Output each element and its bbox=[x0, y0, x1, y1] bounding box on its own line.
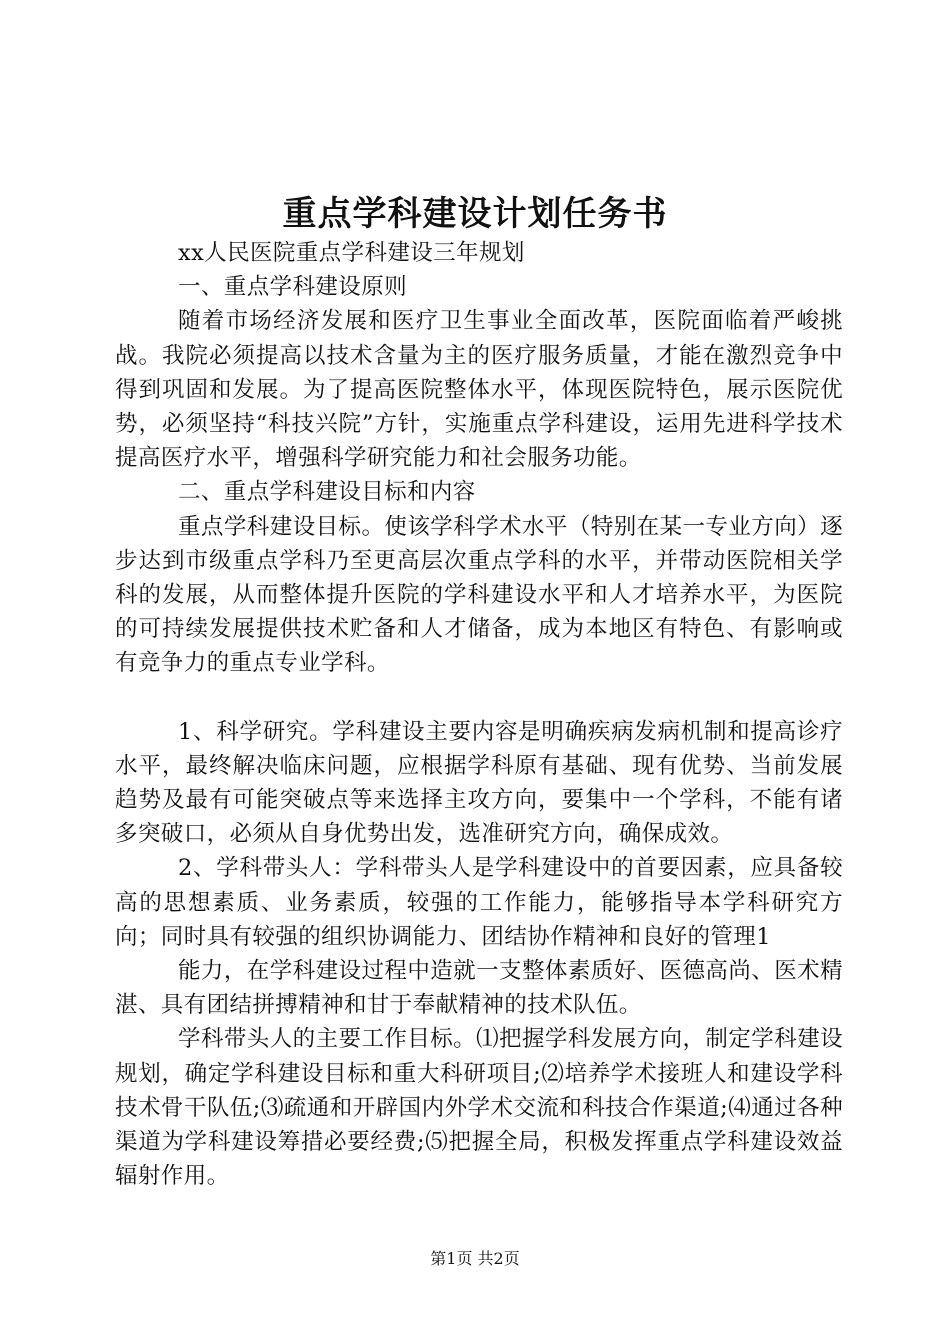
paragraph-goals: 重点学科建设目标。使该学科学术水平（特别在某一专业方向）逐步达到市级重点学科乃至更高层次重点学科的水平，并带动医院相关学科的发展，从而整体提升医院的学科建设水平和人才培养水平，为医院的可持续发展提供技术贮备和人才储备，成为本地区有特色、有影响或有竞争力的重点专业学科。 bbox=[115, 513, 843, 677]
paragraph-leader-continued: 能力，在学科建设过程中造就一支整体素质好、医德高尚、医术精湛、具有团结拼搏精神和甘于奉献精神的技术队伍。 bbox=[115, 958, 843, 1019]
plan-subtitle: xx人民医院重点学科建设三年规划 bbox=[178, 240, 525, 266]
paragraph-leader-goals: 学科带头人的主要工作目标。⑴把握学科发展方向，制定学科建设规划，确定学科建设目标和重大科研项目;⑵培养学术接班人和建设学科技术骨干队伍;⑶疏通和开辟国内外学术交流和科技合作渠道;⑷通过各种渠道为学科建设筹措必要经费;⑸把握全局，积极发挥重点学科建设效益辐射作用。 bbox=[115, 1026, 843, 1190]
page-number: 第1页 共2页 bbox=[430, 1249, 520, 1268]
document-title: 重点学科建设计划任务书 bbox=[282, 194, 668, 234]
paragraph-principles: 随着市场经济发展和医疗卫生事业全面改革，医院面临着严峻挑战。我院必须提高以技术含量为主的医疗服务质量，才能在激烈竞争中得到巩固和发展。为了提高医院整体水平，体现医院特色，展示医院优势，必须坚持“科技兴院”方针，实施重点学科建设，运用先进科学技术提高医疗水平，增强科学研究能力和社会服务功能。 bbox=[115, 308, 843, 472]
paragraph-research: 1、科学研究。学科建设主要内容是明确疾病发病机制和提高诊疗水平，最终解决临床问题，应根据学科原有基础、现有优势、当前发展趋势及最有可能突破点等来选择主攻方向，要集中一个学科，不能有诸多突破口，必须从自身优势出发，选准研究方向，确保成效。 bbox=[115, 718, 843, 848]
section-heading-principles: 一、重点学科建设原则 bbox=[178, 274, 408, 301]
document-body bbox=[115, 236, 843, 1193]
paragraph-leader: 2、学科带头人：学科带头人是学科建设中的首要因素，应具备较高的思想素质、业务素质，较强的工作能力，能够指导本学科研究方向；同时具有较强的组织协调能力、团结协作精神和良好的管理1 bbox=[115, 855, 843, 950]
section-heading-goals: 二、重点学科建设目标和内容 bbox=[178, 479, 476, 506]
